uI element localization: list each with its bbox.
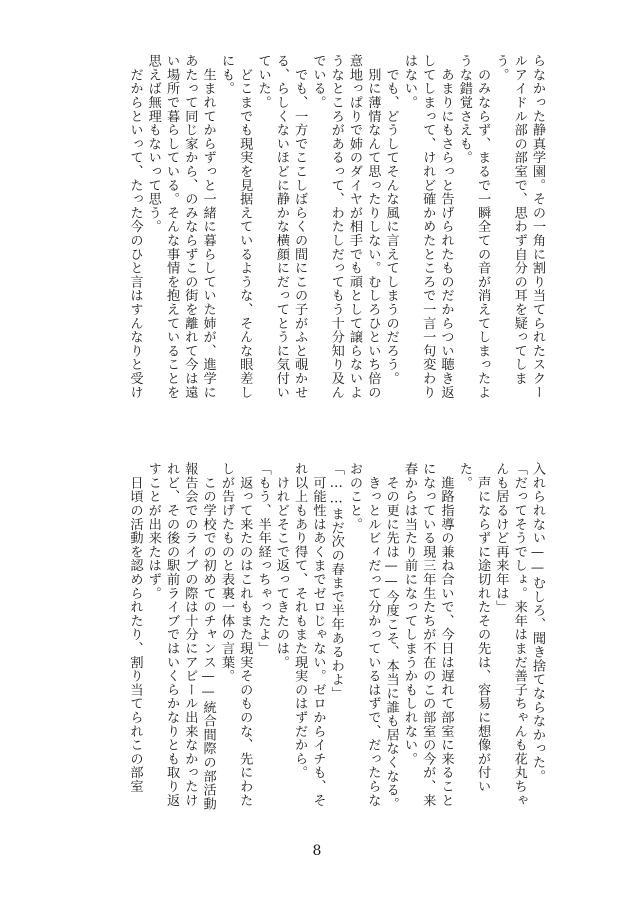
text-line: だからといって、たった今のひと言はすんなりと受け [127, 54, 143, 399]
text-line: けれどそこで返ってきたのは。 [273, 462, 289, 669]
text-line: 思えば無理もないって思う。 [145, 54, 161, 234]
text-line: 「だってそうでしょ。来年はまだ善子ちゃんも花丸ちゃ [511, 462, 527, 807]
text-line: あまりにもさらっと告げられたものだからつい聴き返 [438, 54, 454, 399]
text-line: してしまって、けれど確かめたところで一言一句変わり [420, 54, 436, 399]
text-line: あたって同じ家から、のみならずこの街を離れて今は遠 [182, 54, 198, 399]
text-line: 意地っぱりで姉のダイヤが相手でも頑として譲らないよ [347, 54, 363, 399]
text-line: れ以上もあり得て、それもまた現実のはずだから。 [292, 462, 308, 780]
bottom-text-block [74, 462, 546, 837]
text-line: にも。 [218, 54, 234, 96]
text-line: れど、その後の駅前ライブではいくらかなりとも取り返 [164, 462, 180, 807]
text-line: はない。 [401, 54, 417, 110]
text-line: うなところがあるって、わたしだってもう十分知り及ん [328, 54, 344, 399]
text-line: 可能性はあくまでゼロじゃない。ゼロからイチも、そ [310, 462, 326, 807]
text-line: 返って来たのはこれもまた現実そのものな、先にわた [237, 462, 253, 807]
page-number: 8 [312, 843, 322, 859]
text-line: この学校での初めてのチャンス——統合間際の部活動 [200, 462, 216, 811]
text-line: んも居るけど再来年は」 [493, 462, 509, 614]
text-line: うな錯覚さえも。 [456, 54, 472, 165]
text-line: 「もう、半年経っちゃったよ」 [255, 462, 271, 656]
text-line: 「……まだ次の春まで半年あるわよ」 [328, 462, 344, 701]
text-line: でいる。 [310, 54, 326, 110]
text-line: しが告げたものと表裏一体の言葉。 [218, 462, 234, 683]
text-line: きっとルビィだって分かっているはずで、だったらな [365, 462, 381, 807]
text-line: どこまでも現実を見据えているような、そんな眼差し [237, 54, 253, 399]
text-line: 報告会でのライブの際は十分にアピール出来なかったけ [182, 462, 198, 807]
text-line: おのこと。 [347, 462, 363, 531]
text-line: 生まれてからずっと一緒に暮らしていた姉が、進学に [200, 54, 216, 399]
text-line: 春からは当たり前になってしまうかもしれない。 [401, 462, 417, 766]
text-line: 声にならずに途切れたその先は、容易に想像が付い [475, 462, 491, 794]
text-line: すことが出来たはず。 [145, 462, 161, 600]
text-line: 別に薄情なんて思ったりしない。むしろひといち倍の [365, 54, 381, 399]
text-line: 入れられない——むしろ、聞き捨てならなかった。 [530, 462, 545, 783]
text-line: らなかった静真学園。その一角に割り当てられたスクー [530, 54, 545, 399]
text-line: になっている現三年生たちが不在のこの部室の今が、来 [420, 462, 436, 807]
text-line: 進路指導の兼ね合いで、今日は遅れて部室に来ること [438, 462, 454, 807]
text-line: その更に先は——今度こそ、本当に誰も居なくなる。 [383, 462, 399, 811]
text-line: でも、どうしてそんな風に言えてしまうのだろう。 [383, 54, 399, 386]
text-line: のみならず、まるで一瞬全ての音が消えてしまったよ [475, 54, 491, 399]
text-line: う。 [493, 54, 509, 82]
text-line: ルアイドル部の部室で、思わず自分の耳を疑ってしま [511, 54, 527, 386]
text-line: でも、一方でここしばらくの間にこの子がふと覗かせ [292, 54, 308, 399]
text-line: ていた。 [255, 54, 271, 110]
top-text-block [74, 54, 546, 429]
text-line: た。 [456, 462, 472, 490]
text-line: い場所で暮らしている。そんな事情を抱えていることを [164, 54, 180, 399]
text-line: る、らしくないほどに静かな横顔にだってとうに気付い [273, 54, 289, 399]
text-line: 日頃の活動を認められたり、割り当てられこの部室 [127, 462, 143, 794]
